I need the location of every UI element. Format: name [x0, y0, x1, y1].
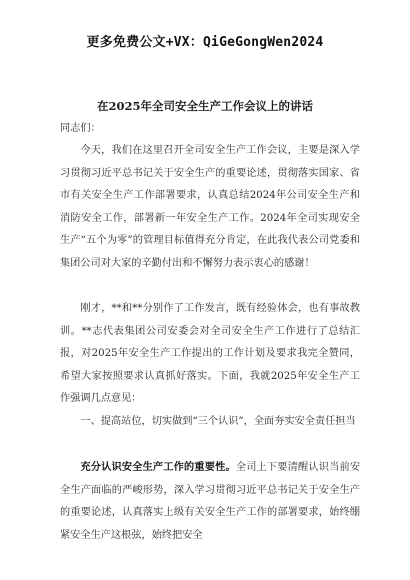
- paragraph-importance: [60, 456, 360, 547]
- watermark-header: 更多免费公文+VX：QiGeGongWen2024: [86, 35, 324, 50]
- document-title: 在2025年全司安全生产工作会议上的讲话: [96, 99, 313, 113]
- paragraph-lead-bold: 充分认识安全生产工作的重要性。: [80, 461, 236, 473]
- paragraph-opening: 今天，我们在这里召开全司安全生产工作会议，主要是深入学习贯彻习近平总书记关于安全生产的重要论述，贯彻落实国家、省市有关安全生产工作部署要求，认真总结2024年公司安全生产和消防安全工作，部署新一年安全生产工作。2024年全司实现安全生产“五个为零”的管理目标值得充分肯定，在此我代表公司党委和集团公司对大家的辛勤付出和不懈努力表示衷心的感谢！: [60, 145, 360, 269]
- paragraph-remarks: 刚才，**和**分别作了工作发言，既有经验体会，也有事故教训。**志代表集团公司安委会对全司安全生产工作进行了总结汇报，对2025年安全生产工作提出的工作计划及要求我完全赞同，希望大家按照要求认真抓好落实。下面，我就2025年安全生产工作强调几点意见：: [60, 303, 360, 404]
- paragraph-importance-body: 全司上下要清醒认识当前安全生产面临的严峻形势，深入学习贯彻习近平总书记关于安全生产的重要论述，认真落实上级有关安全生产工作的部署要求，始终绷紧安全生产这根弦，始终把安全: [60, 462, 361, 541]
- salutation: 同志们：: [60, 123, 101, 134]
- section-heading-one: 一、提高站位，切实做到“三个认识”，全面夯实安全责任担当: [80, 416, 356, 427]
